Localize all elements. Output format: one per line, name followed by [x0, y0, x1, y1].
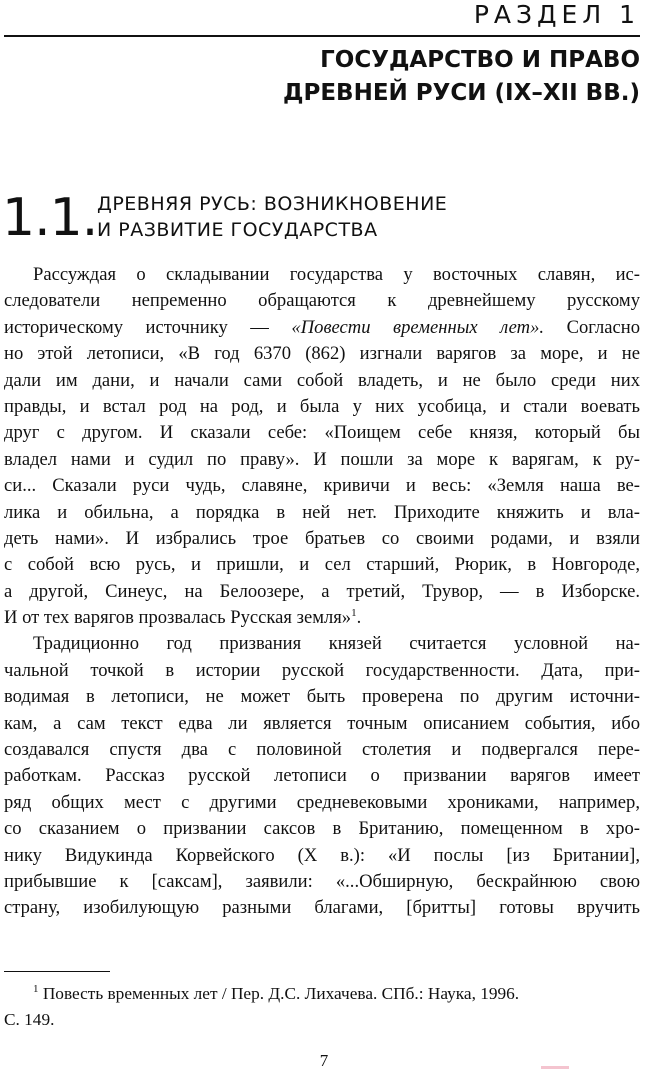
paragraph-1-line: Рассуждая о складывании государства у восточных славян, ис- [33, 264, 640, 285]
paragraph-2-line: ряд общих мест с другими средневековыми хрониками, например, [4, 791, 640, 813]
paragraph-2-line: работкам. Рассказ русской летописи о призвании варягов имеет [4, 765, 640, 787]
subsection-title-line-2: И РАЗВИТИЕ ГОСУДАРСТВА [97, 219, 378, 241]
footnote-line-1 [4, 981, 640, 1007]
paragraph-1-line: деть нами». И избрались трое братьев со своими родами, и взяли [4, 527, 640, 549]
subsection-title [97, 191, 447, 243]
section-header: РАЗДЕЛ 1 [473, 0, 640, 29]
paragraph-2-line: чальной точкой в истории русской государственности. Дата, при- [4, 659, 640, 681]
page-number: 7 [319, 1051, 329, 1070]
footnote-line-2: С. 149. [4, 1010, 55, 1029]
paragraph-2-line: кам, а сам текст едва ли является точным описанием события, ибо [4, 712, 640, 734]
chapter-title-line-1: ГОСУДАРСТВО И ПРАВО [320, 47, 640, 73]
paragraph-1-line: с собой всю русь, и пришли, и сел старший, Рюрик, в Новгороде, [4, 554, 640, 576]
header-rule [4, 35, 640, 37]
text-span: историческому источнику — [4, 316, 292, 338]
paragraph-1-line: а другой, Синеус, на Белоозере, а третий, Трувор, — в Изборске. [4, 580, 640, 602]
paragraph-1-line: правды, и встал род на род, и была у них усобица, и стали воевать [4, 395, 640, 417]
paragraph-1-line [4, 315, 640, 341]
paragraph-2-line: нику Видукинда Корвейского (X в.): «И послы [из Британии], [4, 844, 640, 866]
chapter-title-line-2: ДРЕВНЕЙ РУСИ (IX–XII ВВ.) [283, 80, 640, 106]
paragraph-1-line: лика и обильна, а порядка в ней нет. Приходите княжить и вла- [4, 501, 640, 523]
paragraph-2-line: водимая в летописи, не может быть проверена по другим источни- [4, 686, 640, 708]
paragraph-1-line: но этой летописи, «В год 6370 (862) изгнали варягов за море, и не [4, 343, 640, 365]
text-span: . [356, 607, 362, 629]
body-text [4, 262, 640, 922]
footnote-text: Повесть временных лет / Пер. Д.С. Лихачева. СПб.: Наука, 1996. [38, 984, 520, 1003]
decorative-mark [541, 1066, 569, 1069]
paragraph-1-line: владел нами и судил по праву». И пошли за море к варягам, к ру- [4, 448, 640, 470]
text-span: И от тех варягов прозвалась Русская земля» [4, 607, 352, 629]
paragraph-2-line: со сказанием о призвании саксов в Британию, помещенном в хро- [4, 818, 640, 840]
text-span: Согласно [544, 316, 640, 338]
paragraph-1-line: друг с другом. И сказали себе: «Поищем себе князя, который бы [4, 422, 640, 444]
paragraph-2-line: Традиционно год призвания князей считается условной на- [33, 633, 640, 655]
subsection-title-line-1: ДРЕВНЯЯ РУСЬ: ВОЗНИКНОВЕНИЕ [97, 193, 448, 215]
paragraph-2-line: страну, изобилующую разными благами, [бритты] готовы вручить [4, 897, 640, 919]
footnote-reference[interactable]: 1 [351, 607, 357, 620]
subsection-number: 1.1. [2, 188, 98, 248]
paragraph-1-line: дали им дани, и начали сами собой владеть, и не было среди них [4, 369, 640, 391]
paragraph-2-line: создавался спустя два с половиной столетия и подвергался пере- [4, 739, 640, 761]
paragraph-1-line: си... Сказали руси чудь, славяне, кривичи и весь: «Земля наша ве- [4, 475, 640, 497]
footnote-number: 1 [33, 983, 39, 995]
paragraph-2-line: прибывшие к [саксам], заявили: «...Обширную, бескрайнюю свою [4, 870, 640, 892]
paragraph-1-line [4, 605, 640, 631]
chapter-title [283, 44, 640, 110]
chronicle-title: «Повести временных лет». [291, 316, 545, 338]
footnote-rule [4, 971, 110, 972]
paragraph-1-line: следователи непременно обращаются к древнейшему русскому [4, 290, 640, 312]
footnote [4, 981, 640, 1033]
